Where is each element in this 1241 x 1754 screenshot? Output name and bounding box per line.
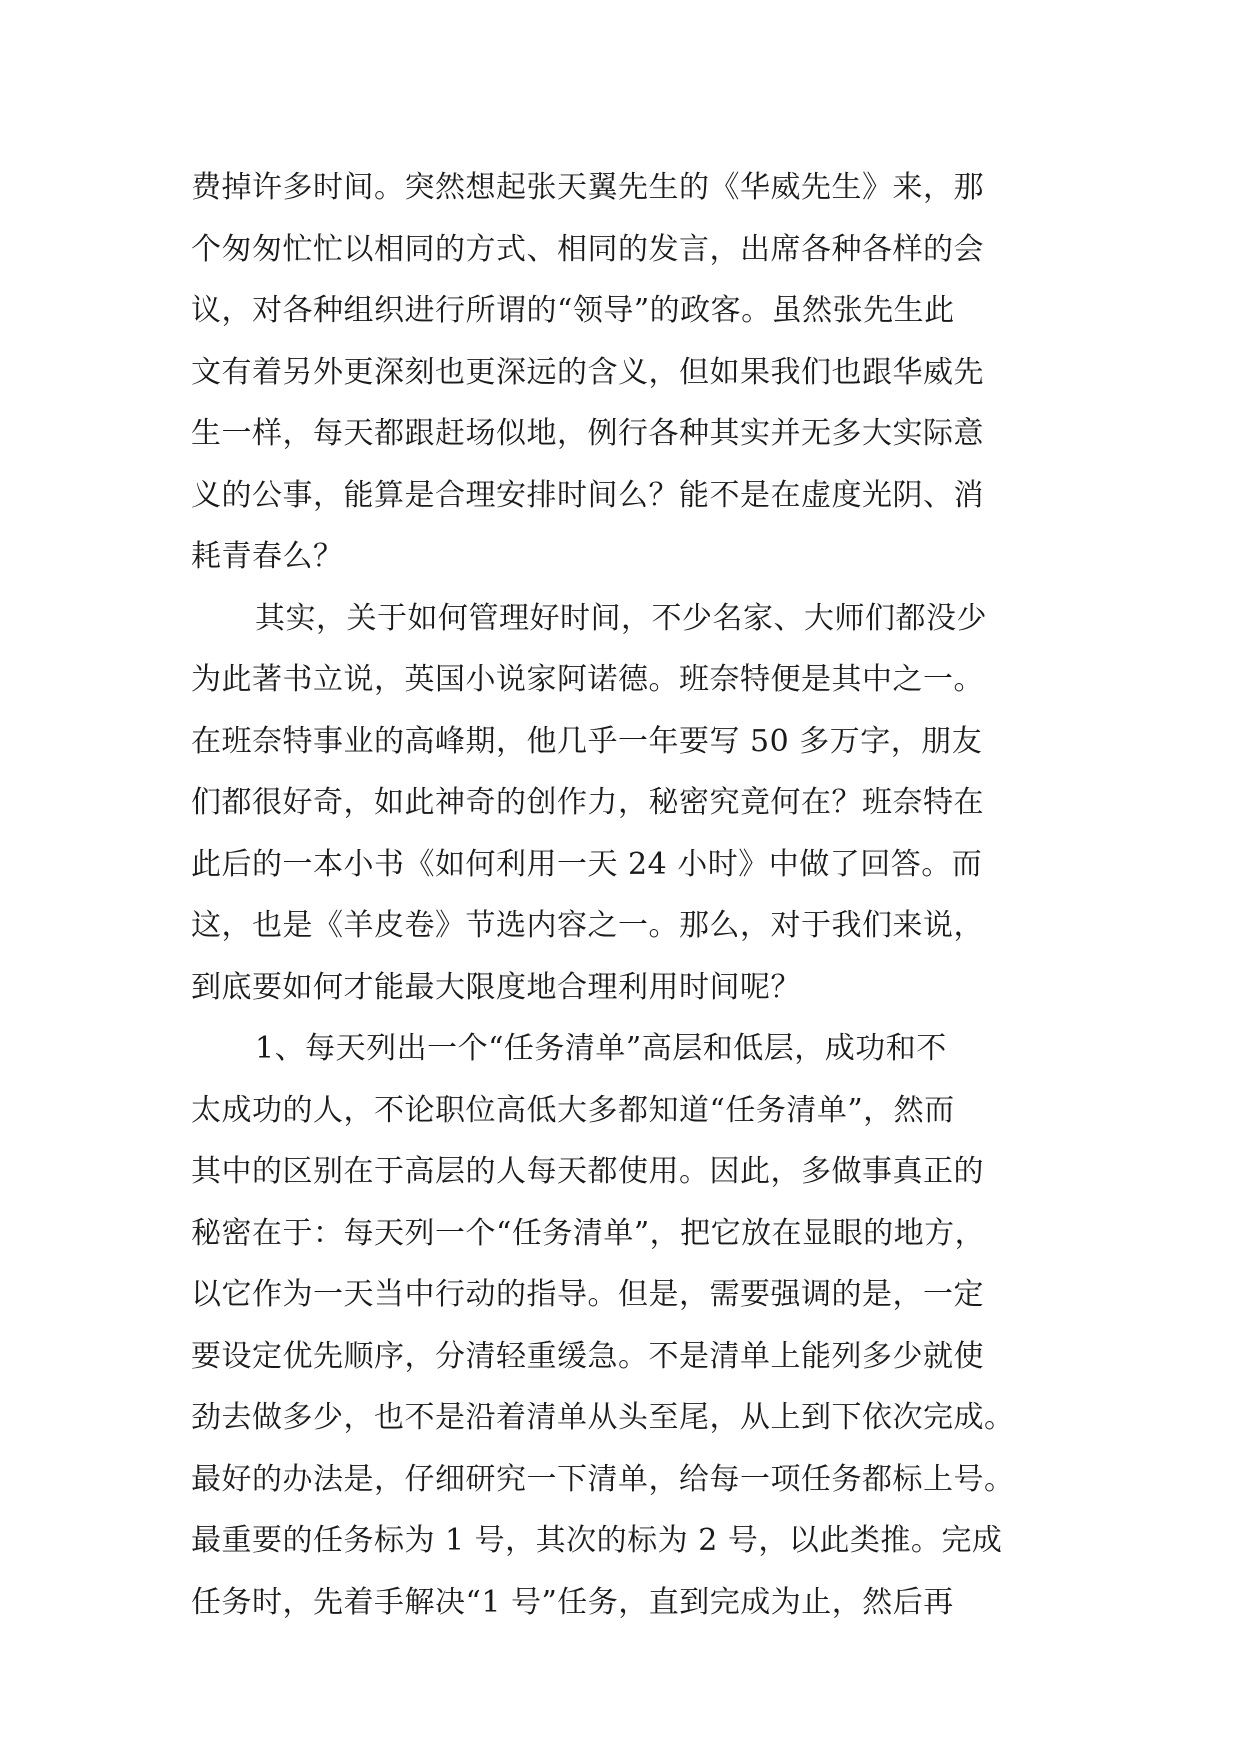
text-line: 费掉许多时间。突然想起张天翼先生的《华威先生》来，那 bbox=[191, 170, 984, 205]
paragraph-3 bbox=[191, 1018, 1071, 1633]
text-line: 为此著书立说，英国小说家阿诺德。班奈特便是其中之一。 bbox=[191, 662, 984, 697]
text-line: 耗青春么？ bbox=[191, 539, 344, 574]
text-line: 生一样，每天都跟赶场似地，例行各种其实并无多大实际意 bbox=[191, 416, 984, 451]
text-line: 义的公事，能算是合理安排时间么？能不是在虚度光阴、消 bbox=[191, 477, 984, 513]
text-line: 到底要如何才能最大限度地合理利用时间呢？ bbox=[191, 969, 801, 1005]
body-text bbox=[191, 157, 1071, 1633]
text-line: 在班奈特事业的高峰期，他几乎一年要写 50 多万字，朋友 bbox=[191, 723, 983, 759]
text-line: 任务时，先着手解决“1 号”任务，直到完成为止，然后再 bbox=[191, 1584, 954, 1620]
text-line: 文有着另外更深刻也更深远的含义，但如果我们也跟华威先 bbox=[191, 354, 984, 390]
text-line: 最好的办法是，仔细研究一下清单，给每一项任务都标上号。 bbox=[191, 1461, 1015, 1497]
text-line: 1、每天列出一个“任务清单”高层和低层，成功和不 bbox=[255, 1031, 947, 1066]
text-line: 其中的区别在于高层的人每天都使用。因此，多做事真正的 bbox=[191, 1154, 984, 1189]
paragraph-1 bbox=[191, 157, 1071, 588]
text-line: 最重要的任务标为 1 号，其次的标为 2 号，以此类推。完成 bbox=[191, 1523, 1003, 1558]
text-line: 这，也是《羊皮卷》节选内容之一。那么，对于我们来说， bbox=[191, 908, 984, 943]
text-line: 以它作为一天当中行动的指导。但是，需要强调的是，一定 bbox=[191, 1277, 984, 1312]
text-line: 们都很好奇，如此神奇的创作力，秘密究竟何在？班奈特在 bbox=[191, 785, 984, 820]
text-line: 其实，关于如何管理好时间，不少名家、大师们都没少 bbox=[255, 600, 987, 636]
text-line: 议，对各种组织进行所谓的“领导”的政客。虽然张先生此 bbox=[191, 293, 955, 328]
text-line: 太成功的人，不论职位高低大多都知道“任务清单”，然而 bbox=[191, 1092, 955, 1128]
text-line: 劲去做多少，也不是沿着清单从头至尾，从上到下依次完成。 bbox=[191, 1400, 1015, 1435]
text-line: 要设定优先顺序，分清轻重缓急。不是清单上能列多少就使 bbox=[191, 1338, 984, 1374]
paragraph-2 bbox=[191, 588, 1071, 1019]
text-line: 个匆匆忙忙以相同的方式、相同的发言，出席各种各样的会 bbox=[191, 231, 984, 267]
text-line: 此后的一本小书《如何利用一天 24 小时》中做了回答。而 bbox=[191, 846, 983, 882]
text-line: 秘密在于：每天列一个“任务清单”，把它放在显眼的地方， bbox=[191, 1215, 986, 1251]
